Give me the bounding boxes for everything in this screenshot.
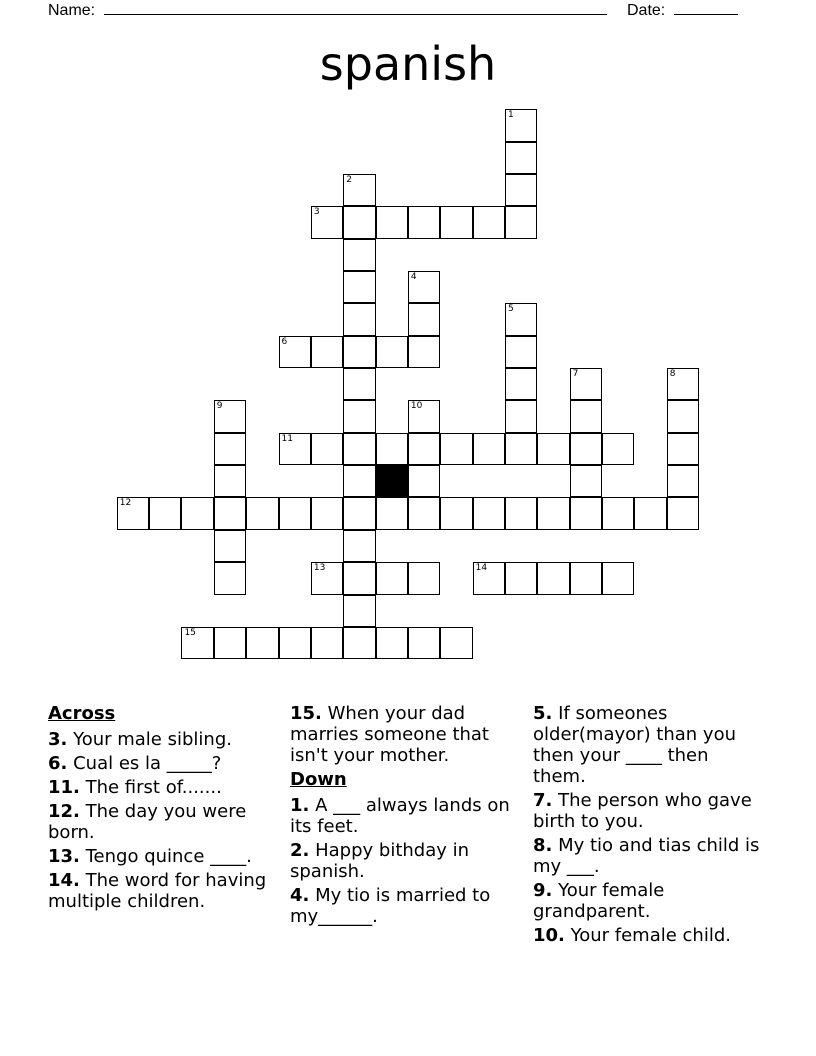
grid-cell[interactable]: [214, 627, 246, 659]
grid-cell[interactable]: [505, 368, 537, 400]
clue-down-4: [290, 885, 515, 927]
grid-cell[interactable]: [570, 497, 602, 529]
grid-cell[interactable]: [343, 206, 375, 238]
grid-cell[interactable]: [408, 562, 440, 594]
grid-cell[interactable]: [343, 497, 375, 529]
grid-cell[interactable]: [505, 303, 537, 335]
grid-cell[interactable]: [343, 303, 375, 335]
date-label: Date:: [627, 2, 666, 19]
clue-text: Your male sibling.: [67, 729, 232, 750]
grid-cell[interactable]: [537, 562, 569, 594]
clue-number: 2.: [290, 840, 310, 861]
grid-cell[interactable]: [408, 271, 440, 303]
cell-number: 4: [410, 272, 417, 282]
clue-across-13: [48, 846, 273, 867]
clue-number: 6.: [48, 753, 68, 774]
clue-text: The first of.......: [79, 777, 222, 798]
grid-cell[interactable]: [570, 433, 602, 465]
grid-cell[interactable]: [408, 336, 440, 368]
clue-text: Your female child.: [564, 925, 731, 946]
clue-text: The person who gave birth to you.: [533, 790, 752, 832]
grid-cell[interactable]: [537, 433, 569, 465]
grid-cell[interactable]: [505, 497, 537, 529]
grid-cell[interactable]: [473, 497, 505, 529]
grid-cell[interactable]: [570, 465, 602, 497]
grid-cell[interactable]: [343, 465, 375, 497]
clue-number: 8.: [533, 835, 553, 856]
grid-cell[interactable]: [505, 562, 537, 594]
grid-cell[interactable]: [376, 497, 408, 529]
grid-cell[interactable]: [181, 497, 213, 529]
grid-cell[interactable]: [311, 206, 343, 238]
down-heading: Down: [290, 769, 347, 790]
grid-cell[interactable]: [343, 400, 375, 432]
grid-cell[interactable]: [505, 400, 537, 432]
blocked-cell: [376, 465, 408, 497]
clue-text: The word for having multiple children.: [48, 870, 267, 912]
clue-down-10: [533, 925, 763, 946]
grid-cell[interactable]: [634, 497, 666, 529]
name-label: Name:: [48, 2, 96, 19]
clue-column-3: [533, 703, 763, 949]
grid-cell[interactable]: [181, 627, 213, 659]
clue-text: The day you were born.: [48, 801, 247, 843]
grid-cell[interactable]: [505, 336, 537, 368]
across-heading: Across: [48, 703, 116, 724]
grid-cell[interactable]: [408, 206, 440, 238]
grid-cell[interactable]: [537, 497, 569, 529]
grid-cell[interactable]: [343, 271, 375, 303]
clue-across-15: [290, 703, 515, 766]
cell-number: 15: [184, 627, 196, 638]
cell-number: 12: [119, 498, 132, 509]
cell-number: 2: [346, 174, 352, 185]
clue-text: My tio is married to my______.: [290, 885, 491, 927]
grid-cell[interactable]: [376, 562, 408, 594]
cell-number: 5: [507, 304, 514, 315]
grid-cell[interactable]: [570, 368, 602, 400]
grid-cell[interactable]: [376, 336, 408, 368]
grid-cell[interactable]: [117, 497, 149, 529]
clue-column-1: [48, 703, 273, 915]
cell-number: 6: [281, 336, 288, 347]
grid-cell[interactable]: [602, 562, 634, 594]
clue-text: My tio and tias child is my ___.: [533, 835, 760, 877]
grid-cell[interactable]: [149, 497, 181, 529]
grid-cell[interactable]: [408, 433, 440, 465]
cell-number: 14: [475, 563, 488, 574]
clue-number: 7.: [533, 790, 553, 811]
clue-number: 15.: [290, 703, 322, 724]
clue-number: 12.: [48, 801, 80, 822]
grid-cell[interactable]: [408, 400, 440, 432]
grid-cell[interactable]: [505, 142, 537, 174]
grid-cell[interactable]: [505, 206, 537, 238]
grid-cell[interactable]: [279, 336, 311, 368]
cell-number: 9: [216, 401, 223, 412]
clue-number: 4.: [290, 885, 310, 906]
clue-across-3: [48, 729, 273, 750]
cell-number: 13: [313, 563, 326, 574]
clue-number: 9.: [533, 880, 553, 901]
grid-cell[interactable]: [279, 627, 311, 659]
cell-number: 7: [572, 369, 579, 380]
grid-cell[interactable]: [376, 206, 408, 238]
clue-across-11: [48, 777, 273, 798]
grid-cell[interactable]: [343, 627, 375, 659]
clue-text: Tengo quince ____.: [79, 846, 252, 867]
grid-cell[interactable]: [246, 497, 278, 529]
grid-cell[interactable]: [408, 627, 440, 659]
cell-number: 1: [507, 110, 514, 121]
cell-number: 3: [313, 207, 320, 218]
grid-cell[interactable]: [343, 530, 375, 562]
grid-cell[interactable]: [440, 433, 472, 465]
clue-number: 14.: [48, 870, 80, 891]
grid-cell[interactable]: [667, 400, 699, 432]
clue-number: 3.: [48, 729, 68, 750]
clue-down-5: [533, 703, 763, 787]
clue-across-6: [48, 753, 273, 774]
grid-cell[interactable]: [311, 433, 343, 465]
grid-cell[interactable]: [343, 562, 375, 594]
clue-column-2: [290, 703, 515, 930]
grid-cell[interactable]: [214, 433, 246, 465]
grid-cell[interactable]: [408, 497, 440, 529]
grid-cell[interactable]: [311, 336, 343, 368]
clue-across-12: [48, 801, 273, 843]
grid-cell[interactable]: [214, 400, 246, 432]
clue-across-14: [48, 870, 273, 912]
grid-cell[interactable]: [602, 497, 634, 529]
clue-number: 11.: [48, 777, 80, 798]
grid-cell[interactable]: [376, 627, 408, 659]
grid-cell[interactable]: [343, 239, 375, 271]
grid-cell[interactable]: [570, 400, 602, 432]
clue-down-9: [533, 880, 763, 922]
grid-cell[interactable]: [440, 206, 472, 238]
cell-number: 11: [281, 433, 293, 444]
grid-cell[interactable]: [667, 465, 699, 497]
clue-down-2: [290, 840, 515, 882]
clue-number: 1.: [290, 795, 310, 816]
grid-cell[interactable]: [667, 497, 699, 529]
clue-down-8: [533, 835, 763, 877]
grid-cell[interactable]: [246, 627, 278, 659]
grid-cell[interactable]: [214, 530, 246, 562]
grid-cell[interactable]: [570, 562, 602, 594]
cell-number: 10: [410, 401, 423, 412]
grid-cell[interactable]: [408, 465, 440, 497]
grid-cell[interactable]: [440, 627, 472, 659]
grid-cell[interactable]: [279, 497, 311, 529]
puzzle-title: spanish: [319, 37, 497, 91]
grid-cell[interactable]: [505, 174, 537, 206]
clue-down-7: [533, 790, 763, 832]
grid-cell[interactable]: [602, 433, 634, 465]
clue-number: 10.: [533, 925, 565, 946]
grid-cell[interactable]: [311, 627, 343, 659]
grid-cell[interactable]: [408, 303, 440, 335]
grid-cell[interactable]: [667, 433, 699, 465]
grid-cell[interactable]: [343, 174, 375, 206]
grid-cell[interactable]: [505, 433, 537, 465]
grid-cell[interactable]: [440, 497, 472, 529]
cell-number: 8: [669, 369, 676, 380]
clue-down-1: [290, 795, 515, 837]
grid-cell[interactable]: [343, 433, 375, 465]
clue-text: A ___ always lands on its feet.: [290, 795, 510, 837]
grid-cell[interactable]: [214, 562, 246, 594]
grid-cell[interactable]: [311, 497, 343, 529]
grid-cell[interactable]: [343, 595, 375, 627]
grid-cell[interactable]: [473, 433, 505, 465]
grid-cell[interactable]: [343, 368, 375, 400]
clue-text: Happy bithday in spanish.: [290, 840, 470, 882]
clue-text: When your dad marries someone that isn't your mother.: [290, 703, 489, 766]
grid-cell[interactable]: [473, 206, 505, 238]
clue-number: 5.: [533, 703, 553, 724]
clue-number: 13.: [48, 846, 80, 867]
grid-cell[interactable]: [376, 433, 408, 465]
grid-cell[interactable]: [505, 109, 537, 141]
grid-cell[interactable]: [343, 336, 375, 368]
grid-cell[interactable]: [311, 562, 343, 594]
clue-text: If someones older(mayor) than you then your ____ then them.: [533, 703, 737, 787]
clue-text: Cual es la _____?: [67, 753, 222, 774]
grid-cell[interactable]: [473, 562, 505, 594]
grid-cell[interactable]: [279, 433, 311, 465]
clue-text: Your female grandparent.: [533, 880, 665, 922]
grid-cell[interactable]: [214, 497, 246, 529]
grid-cell[interactable]: [214, 465, 246, 497]
grid-cell[interactable]: [667, 368, 699, 400]
